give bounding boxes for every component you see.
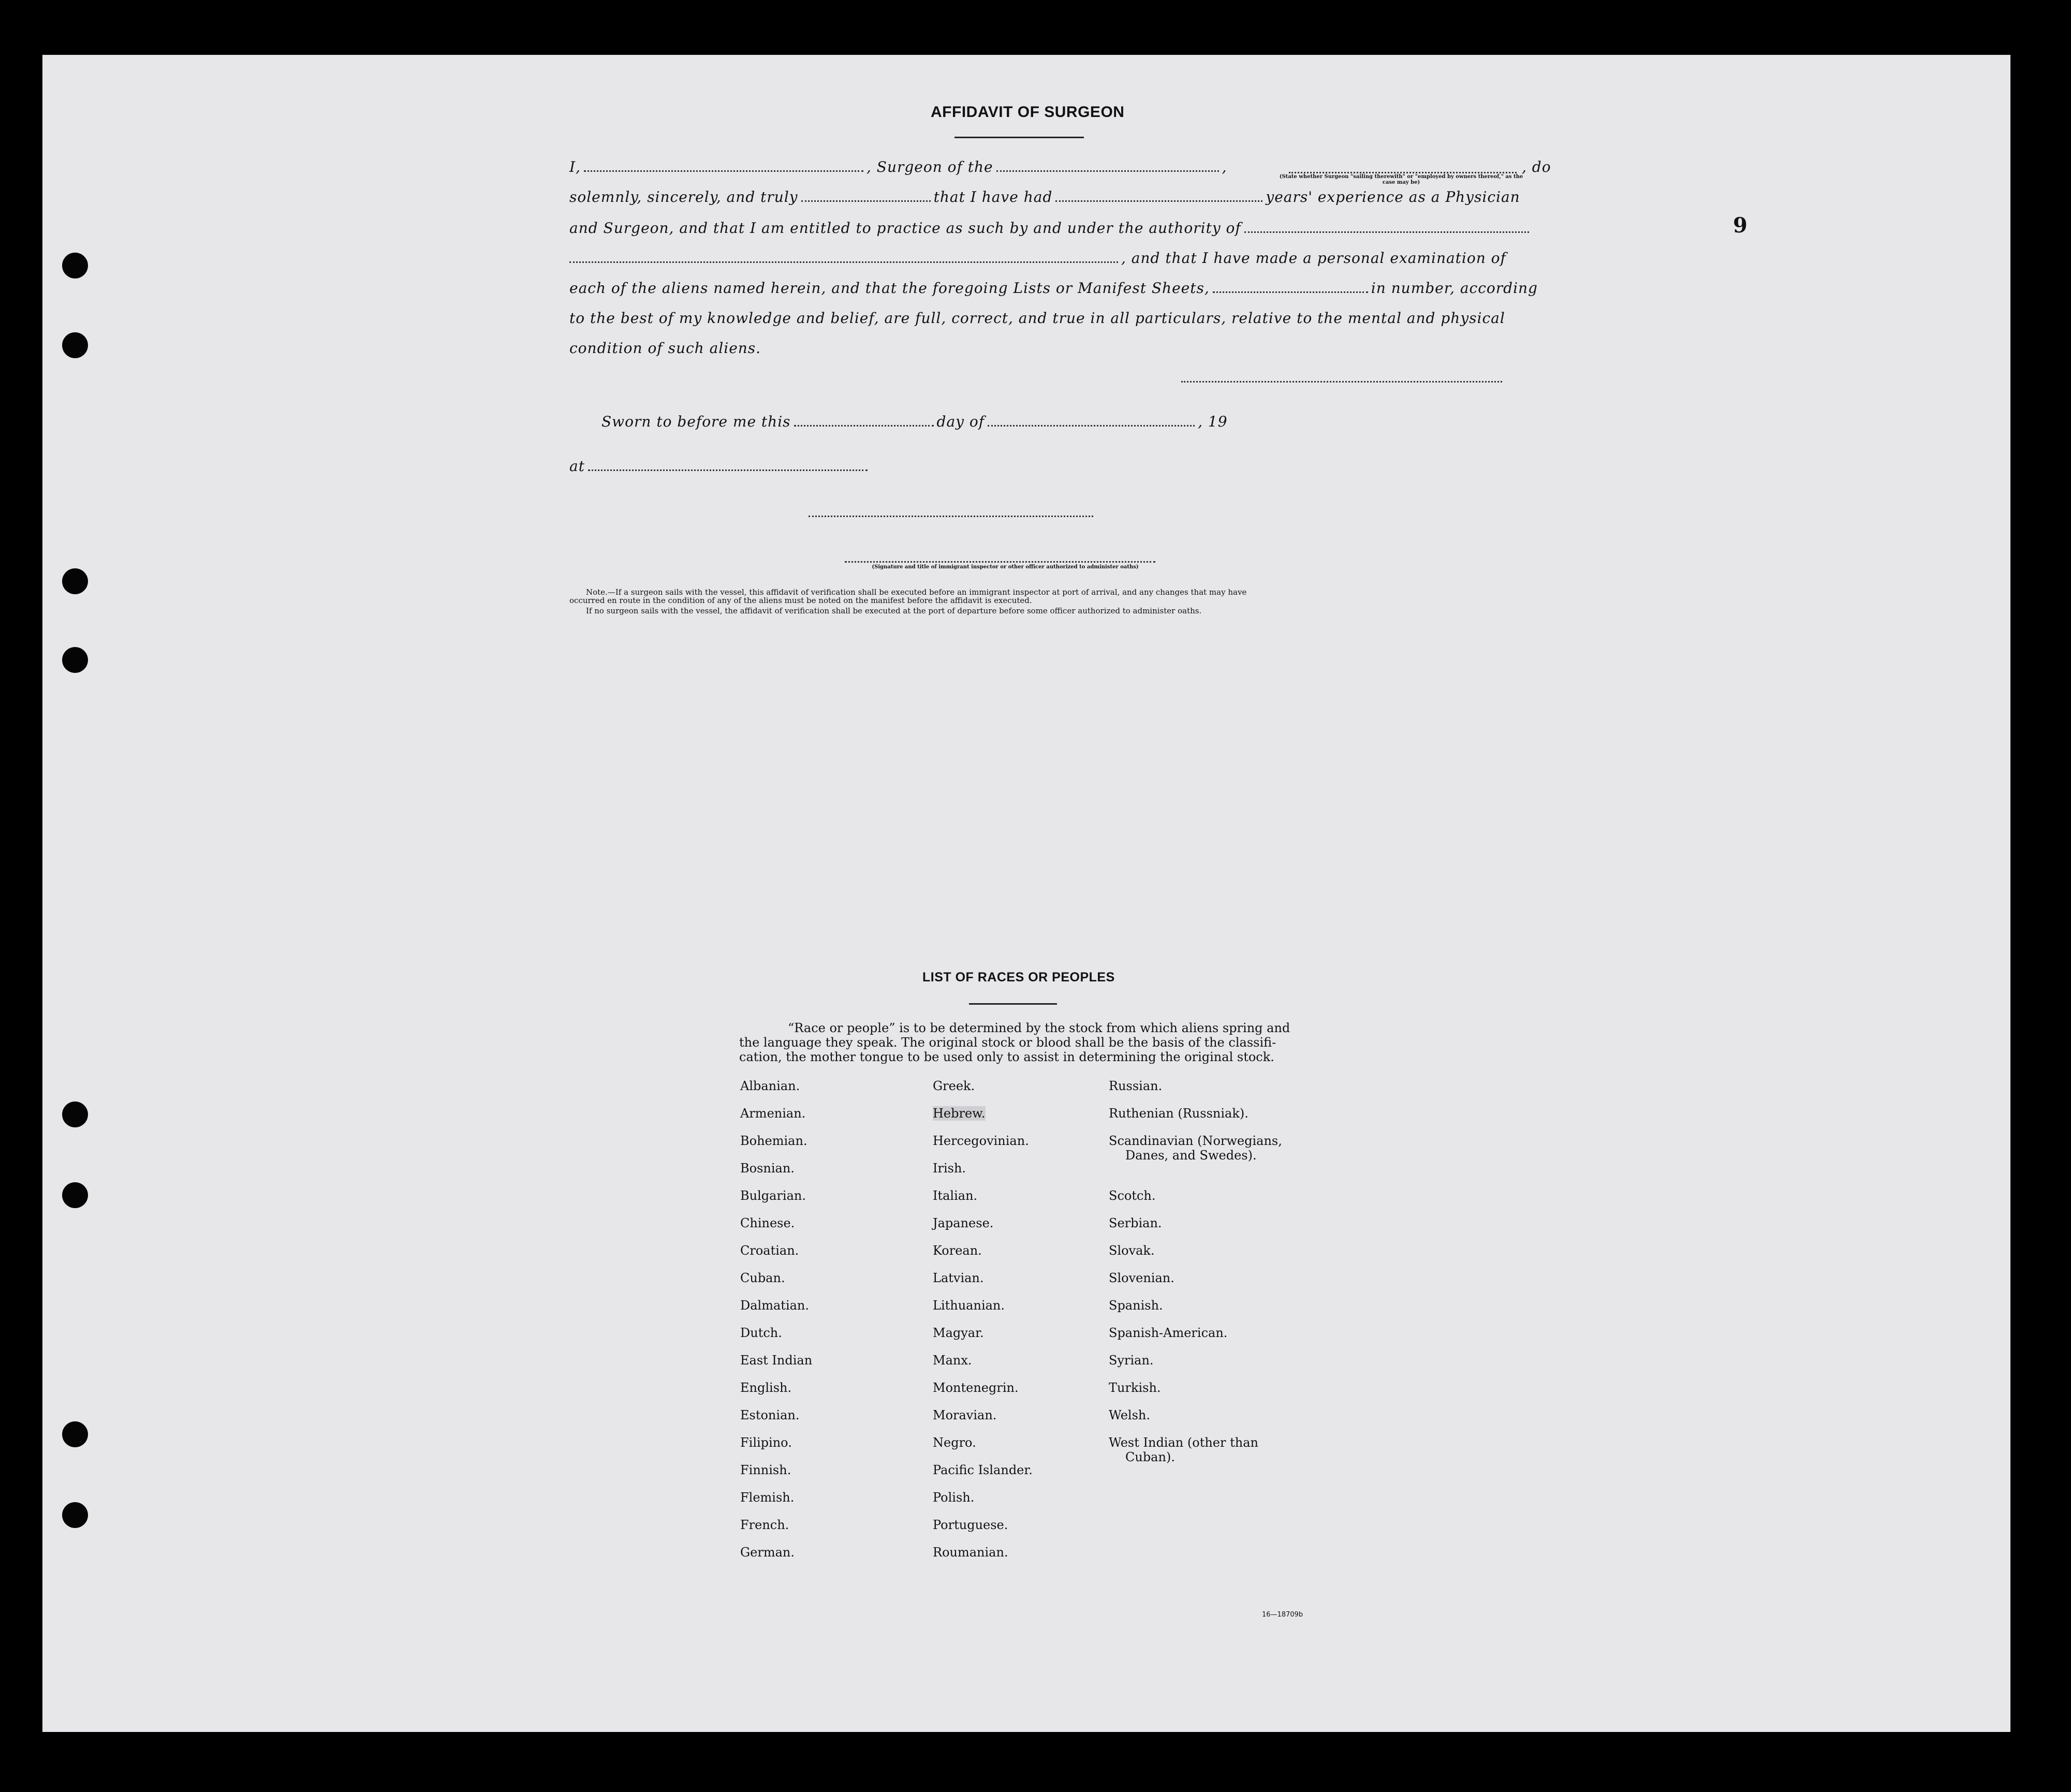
- race-item: Syrian.: [1109, 1353, 1154, 1368]
- binder-hole: [62, 1182, 88, 1208]
- race-item: Bosnian.: [740, 1161, 795, 1176]
- race-item: Turkish.: [1109, 1380, 1161, 1395]
- race-item: Hercegovinian.: [933, 1134, 1029, 1148]
- race-item: East Indian: [740, 1353, 813, 1368]
- signature-caption: (Signature and title of immigrant inspector or other officer authorized to administer oaths): [872, 564, 1139, 570]
- race-item: Bohemian.: [740, 1134, 807, 1148]
- binder-hole: [62, 253, 88, 278]
- race-item: Armenian.: [740, 1106, 806, 1121]
- race-item: Scotch.: [1109, 1188, 1156, 1203]
- sworn-day-field[interactable]: [794, 425, 934, 427]
- binder-hole: [62, 1421, 88, 1447]
- race-item: Irish.: [933, 1161, 966, 1176]
- document-page: [42, 55, 2010, 1732]
- sworn-line: [601, 413, 1228, 430]
- race-item: Lithuanian.: [933, 1298, 1005, 1313]
- page-number: 9: [1733, 213, 1747, 238]
- race-item: Bulgarian.: [740, 1188, 806, 1203]
- title-underline: [954, 137, 1084, 138]
- race-item: Danes, and Swedes).: [1125, 1148, 1257, 1163]
- race-item: Slovak.: [1109, 1243, 1155, 1258]
- race-item: West Indian (other than: [1109, 1435, 1258, 1450]
- affidavit-line-1: I, , Surgeon of the ,: [569, 158, 1227, 175]
- vessel-name-field[interactable]: [996, 170, 1219, 172]
- location-field[interactable]: [588, 469, 868, 471]
- text-in-number: in number, according: [1371, 280, 1538, 297]
- text-surgeon-of: , Surgeon of the: [866, 158, 993, 175]
- note-line-3: If no surgeon sails with the vessel, the affidavit of verification shall be executed at the port of departure before some officer authorized to administer oaths.: [586, 606, 1202, 615]
- race-item: Roumanian.: [933, 1545, 1008, 1560]
- races-intro-2: the language they speak. The original stock or blood shall be the basis of the classifi-: [739, 1035, 1276, 1050]
- text-solemnly: solemnly, sincerely, and truly: [569, 188, 798, 205]
- race-item: Manx.: [933, 1353, 972, 1368]
- race-item: Korean.: [933, 1243, 982, 1258]
- affidavit-line-5: [569, 280, 1538, 297]
- years-experience-field[interactable]: [1055, 200, 1262, 202]
- races-intro-1: “Race or people” is to be determined by the stock from which aliens spring and: [788, 1021, 1290, 1035]
- races-title-underline: [969, 1003, 1057, 1005]
- race-item: Ruthenian (Russniak).: [1109, 1106, 1249, 1121]
- text-years: years' experience as a Physician: [1266, 188, 1520, 205]
- text-do: , do: [1522, 158, 1551, 175]
- race-item: Moravian.: [933, 1408, 997, 1422]
- race-item: Albanian.: [740, 1079, 800, 1093]
- races-intro-3: cation, the mother tongue to be used only to assist in determining the original stock.: [739, 1050, 1274, 1064]
- race-item: English.: [740, 1380, 792, 1395]
- race-item: Slovenian.: [1109, 1271, 1174, 1285]
- at-line: [569, 458, 871, 475]
- race-item: Croatian.: [740, 1243, 799, 1258]
- binder-hole: [62, 332, 88, 358]
- races-title: LIST OF RACES OR PEOPLES: [922, 970, 1115, 985]
- race-item: Latvian.: [933, 1271, 984, 1285]
- race-item: Polish.: [933, 1490, 975, 1505]
- race-item: Italian.: [933, 1188, 978, 1203]
- affidavit-line-4: [569, 249, 1506, 267]
- race-item: Filipino.: [740, 1435, 792, 1450]
- surgeon-status-field[interactable]: [1289, 172, 1517, 173]
- affidavit-line-2: [569, 188, 1520, 205]
- text-i: I,: [569, 158, 581, 175]
- surgeon-name-field[interactable]: [584, 170, 863, 172]
- text-year-prefix: , 19: [1198, 413, 1228, 430]
- race-item: Montenegrin.: [933, 1380, 1019, 1395]
- binder-hole: [62, 1502, 88, 1528]
- race-item: Spanish-American.: [1109, 1326, 1228, 1340]
- text-sworn: Sworn to before me this: [601, 413, 791, 430]
- race-item: Russian.: [1109, 1079, 1163, 1093]
- race-item: Magyar.: [933, 1326, 984, 1340]
- race-item: Cuban.: [740, 1271, 785, 1285]
- note-line-1: Note.—If a surgeon sails with the vessel, this affidavit of verification shall be executed before an immigrant inspector at port of arrival, and any changes that may have: [586, 587, 1247, 597]
- race-item: Hebrew.: [933, 1106, 986, 1121]
- race-item: Negro.: [933, 1435, 976, 1450]
- race-item: Serbian.: [1109, 1216, 1162, 1230]
- surgeon-status-instruction: (State whether Surgeon "sailing therewith" or "employed by owners thereof," as the case may be): [1279, 174, 1523, 185]
- bleed-through: [94, 122, 106, 164]
- form-number: 16—18709b: [1262, 1611, 1303, 1619]
- race-item: Dalmatian.: [740, 1298, 810, 1313]
- sworn-month-field[interactable]: [988, 425, 1195, 427]
- race-item: Finnish.: [740, 1463, 791, 1477]
- text-foregoing: each of the aliens named herein, and that the foregoing Lists or Manifest Sheets,: [569, 280, 1210, 297]
- authority-field-continued[interactable]: [569, 261, 1118, 263]
- inspector-title-field[interactable]: [845, 561, 1155, 563]
- text-day-of: day of: [936, 413, 985, 430]
- oath-form-field[interactable]: [801, 200, 931, 202]
- binder-hole: [62, 1101, 88, 1127]
- text-at: at: [569, 458, 585, 475]
- binder-hole: [62, 568, 88, 594]
- inspector-signature-field[interactable]: [809, 516, 1093, 517]
- sheet-count-field[interactable]: [1213, 291, 1368, 293]
- race-item: Japanese.: [933, 1216, 994, 1230]
- text-authority: and Surgeon, and that I am entitled to practice as such by and under the authority of: [569, 219, 1241, 237]
- race-item: Cuban).: [1125, 1450, 1175, 1464]
- race-item: Spanish.: [1109, 1298, 1163, 1313]
- race-item: German.: [740, 1545, 795, 1560]
- race-item: Welsh.: [1109, 1408, 1150, 1422]
- race-item: Flemish.: [740, 1490, 795, 1505]
- race-item: Greek.: [933, 1079, 975, 1093]
- surgeon-signature-field[interactable]: [1181, 381, 1502, 383]
- race-item: Dutch.: [740, 1326, 782, 1340]
- race-item: Chinese.: [740, 1216, 795, 1230]
- affidavit-line-3: [569, 219, 1532, 237]
- affidavit-title: AFFIDAVIT OF SURGEON: [931, 104, 1125, 121]
- race-item: Portuguese.: [933, 1518, 1008, 1532]
- race-item: Estonian.: [740, 1408, 800, 1422]
- text-examination: , and that I have made a personal examination of: [1121, 249, 1506, 267]
- binder-hole: [62, 647, 88, 673]
- race-item: Pacific Islander.: [933, 1463, 1033, 1477]
- authority-field[interactable]: [1244, 231, 1529, 233]
- affidavit-line-7: condition of such aliens.: [569, 340, 761, 357]
- affidavit-line-6: to the best of my knowledge and belief, are full, correct, and true in all particulars, relative to the mental and physical: [569, 310, 1505, 327]
- note-line-2: occurred en route in the condition of any of the aliens must be noted on the manifest before the affidavit is executed.: [569, 596, 1032, 605]
- race-item: French.: [740, 1518, 789, 1532]
- text-had: that I have had: [933, 188, 1053, 205]
- race-item: Scandinavian (Norwegians,: [1109, 1134, 1282, 1148]
